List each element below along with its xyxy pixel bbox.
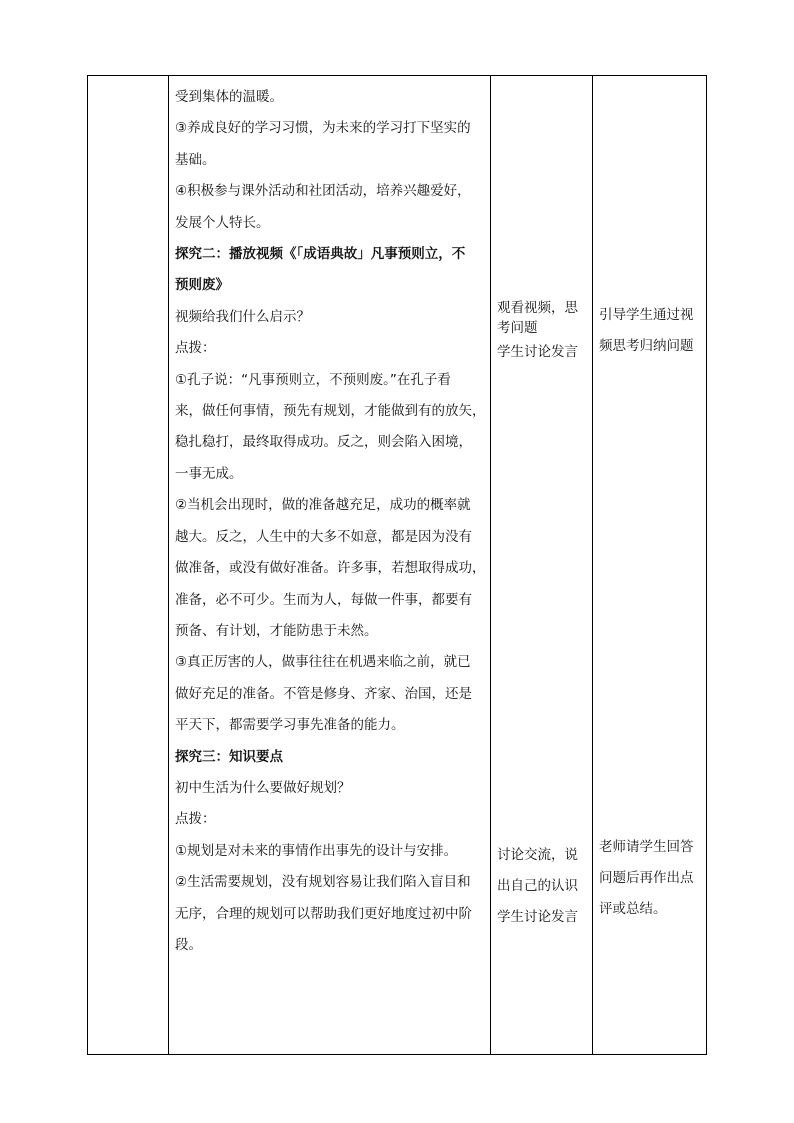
content-line: 初中生活为什么要做好规划？ bbox=[175, 779, 351, 796]
content-line: 做准备，或没有做好准备。许多事，若想取得成功， bbox=[175, 560, 486, 577]
text-line: 考问题 bbox=[497, 320, 538, 336]
text-line: 评或总结。 bbox=[599, 901, 667, 917]
content-line: ③真正厉害的人，做事往往在机遇来临之前，就已 bbox=[175, 654, 471, 671]
column-stage bbox=[88, 76, 169, 1054]
content-line: ③养成良好的学习习惯，为未来的学习打下坚实的 bbox=[175, 120, 471, 137]
content-line: 受到集体的温暖。 bbox=[175, 89, 283, 105]
content-line: 准备，必不可少。生而为人，每做一件事，都要有 bbox=[175, 591, 472, 608]
content-line: 一事无成。 bbox=[175, 465, 243, 482]
text-line: 引导学生通过视 bbox=[599, 307, 694, 323]
text-line: 讨论交流，说 bbox=[497, 847, 578, 863]
content-line: ①孔子说：“凡事预则立，不预则废。”在孔子看 bbox=[175, 371, 451, 388]
column-design-intent bbox=[593, 76, 706, 1054]
text-line: 学生讨论发言 bbox=[497, 909, 578, 925]
section-heading: 预则废》 bbox=[175, 277, 229, 294]
content-line: 无序，合理的规划可以帮助我们更好地度过初中阶 bbox=[175, 905, 472, 922]
content-line: 点拨： bbox=[175, 340, 216, 357]
column-teaching-content bbox=[169, 76, 491, 1054]
section-heading: 探究二：播放视频《「成语典故」凡事预则立，不 bbox=[175, 246, 466, 263]
content-line: ④积极参与课外活动和社团活动，培养兴趣爱好， bbox=[175, 183, 471, 200]
content-line: ②当机会出现时，做的准备越充足，成功的概率就 bbox=[175, 497, 471, 514]
content-line: 预备、有计划，才能防患于未然。 bbox=[175, 622, 378, 639]
student-activity-block-2 bbox=[497, 840, 588, 933]
content-line: 平天下，都需要学习事先准备的能力。 bbox=[175, 717, 405, 734]
column-student-activity bbox=[491, 76, 593, 1054]
text-line: 问题后再作出点 bbox=[599, 870, 694, 886]
text-line: 出自己的认识 bbox=[497, 878, 578, 894]
design-intent-block-2 bbox=[599, 832, 702, 925]
content-line: ②生活需要规划，没有规划容易让我们陷入盲目和 bbox=[175, 874, 471, 891]
student-activity-block-1 bbox=[497, 298, 588, 362]
content-line: 点拨： bbox=[175, 811, 216, 828]
content-line: 视频给我们什么启示？ bbox=[175, 308, 310, 325]
text-line: 老师请学生回答 bbox=[599, 839, 694, 855]
content-line: ①规划是对未来的事情作出事先的设计与安排。 bbox=[175, 842, 458, 859]
text-line: 学生讨论发言 bbox=[497, 344, 578, 360]
lesson-table bbox=[87, 75, 707, 1055]
content-line: 稳扎稳打，最终取得成功。反之，则会陷入困境， bbox=[175, 434, 472, 451]
design-intent-block-1 bbox=[599, 300, 702, 362]
content-line: 做好充足的准备。不管是修身、齐家、治国，还是 bbox=[175, 685, 472, 702]
content-line: 段。 bbox=[175, 936, 202, 953]
content-line: 越大。反之，人生中的大多不如意，都是因为没有 bbox=[175, 528, 472, 545]
content-line: 发展个人特长。 bbox=[175, 214, 270, 231]
content-line: 来，做任何事情，预先有规划，才能做到有的放矢， bbox=[175, 403, 486, 420]
text-line: 观看视频，思 bbox=[497, 300, 578, 316]
content-line: 基础。 bbox=[175, 151, 216, 168]
section-heading: 探究三：知识要点 bbox=[175, 748, 283, 765]
text-line: 频思考归纳问题 bbox=[599, 338, 694, 354]
